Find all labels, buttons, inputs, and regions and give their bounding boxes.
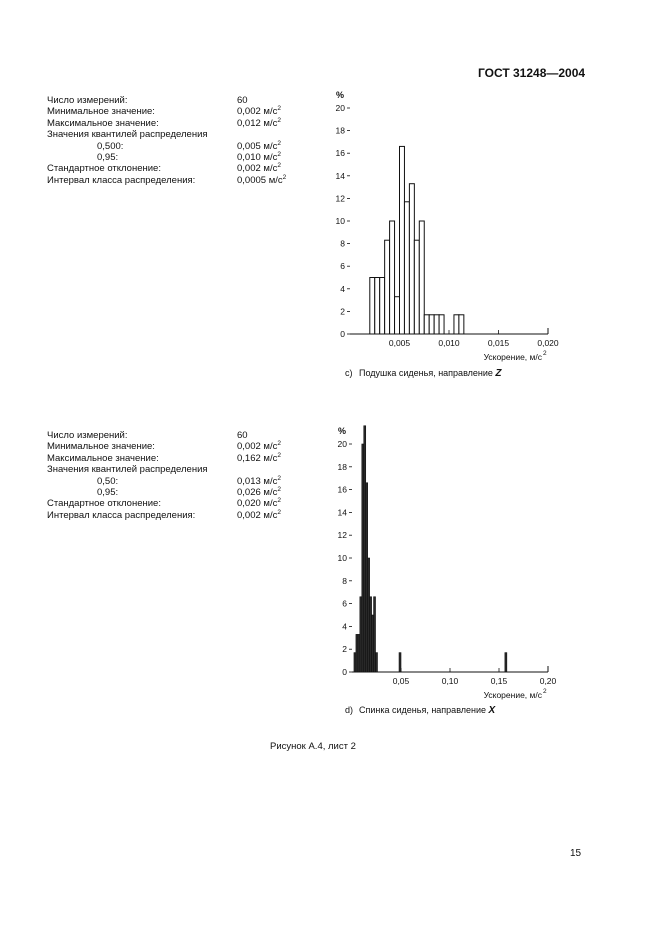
y-tick-label: 2 — [342, 644, 347, 655]
stats-panel-c — [47, 95, 307, 186]
unit-exponent: 2 — [277, 162, 281, 170]
y-tick-label: 6 — [342, 598, 347, 609]
histogram-c — [320, 90, 570, 362]
page-number: 15 — [570, 848, 582, 859]
histogram-bar — [505, 653, 507, 672]
caption-d — [345, 705, 495, 716]
histogram-bar — [370, 278, 375, 335]
stat-value: 0,010 $м/с^2$ — [237, 150, 281, 163]
unit-exponent: 2 — [277, 139, 281, 147]
caption-c — [345, 368, 502, 379]
stat-row — [47, 510, 307, 521]
y-tick-label: 14 — [335, 170, 345, 181]
histogram-bar — [459, 315, 464, 334]
x-axis-label-exponent: 2 — [543, 688, 547, 695]
y-tick-label: 4 — [342, 621, 347, 632]
caption-c-letter: c) — [345, 368, 353, 378]
y-axis-label: % — [337, 426, 346, 436]
stat-label: 0,95: — [97, 151, 119, 163]
unit-exponent: 2 — [277, 485, 281, 493]
stat-value: 60 — [237, 430, 248, 441]
x-tick-label: 0,20 — [539, 676, 557, 686]
y-tick-label: 16 — [335, 148, 345, 159]
stat-label: Число измерений: — [47, 430, 128, 441]
stat-row — [47, 476, 307, 487]
histogram-bar — [390, 221, 395, 334]
stat-row — [47, 152, 307, 163]
stat-value: 0,162 $м/с^2$ — [237, 451, 281, 464]
y-tick-label: 10 — [335, 216, 345, 226]
stat-value: 0,012 $м/с^2$ — [237, 116, 281, 129]
x-tick-label: 0,010 — [438, 338, 460, 348]
stat-label: Значения квантилей распределения — [47, 129, 208, 141]
y-tick-label: 14 — [337, 507, 347, 518]
stat-row — [47, 498, 307, 509]
stats-panel-d — [47, 430, 307, 521]
y-tick-label: 20 — [337, 439, 347, 449]
histogram-bar — [429, 315, 434, 334]
stat-value: 0,026 $м/с^2$ — [237, 485, 281, 498]
stat-label: Значения квантилей распределения — [47, 464, 208, 476]
y-tick-label: 4 — [340, 283, 345, 294]
caption-d-axis: X — [488, 705, 496, 716]
stat-label: Минимальное значение: — [47, 441, 155, 453]
y-tick-label: 20 — [335, 103, 345, 113]
stat-value: 0,002 $м/с^2$ — [237, 162, 281, 175]
stat-label: Стандартное отклонение: — [47, 498, 161, 510]
stat-row — [47, 464, 307, 475]
histogram-bar — [404, 202, 409, 334]
stat-label: 0,500: — [97, 140, 124, 152]
unit-exponent: 2 — [277, 508, 281, 516]
stat-label: Стандартное отклонение: — [47, 163, 161, 175]
stat-value: 0,002 $м/с^2$ — [237, 508, 281, 521]
stat-label: 0,95: — [97, 486, 119, 498]
x-tick-label: 0,05 — [392, 676, 410, 686]
stat-value: 60 — [237, 95, 248, 106]
y-tick-label: 0 — [340, 329, 345, 339]
unit-exponent: 2 — [282, 173, 287, 181]
caption-d-text: Спинка сиденья, направление — [359, 705, 489, 715]
stat-row — [47, 453, 307, 464]
y-tick-label: 18 — [337, 461, 347, 472]
y-tick-label: 8 — [342, 575, 347, 586]
stat-value: 0,005 $м/с^2$ — [237, 139, 281, 152]
stat-row — [47, 175, 307, 186]
histogram-bar — [409, 184, 414, 334]
stat-label: Максимальное значение: — [47, 452, 159, 464]
stat-row — [47, 106, 307, 117]
histogram-bar — [439, 315, 444, 334]
histogram-bar — [419, 221, 424, 334]
unit-exponent: 2 — [277, 474, 281, 482]
stat-label: 0,50: — [97, 475, 119, 487]
histogram-bar — [454, 315, 459, 334]
caption-c-text: Подушка сиденья, направление — [359, 368, 496, 378]
y-tick-label: 2 — [340, 306, 345, 317]
stat-label: Интервал класса распределения: — [47, 174, 196, 186]
y-tick-label: 8 — [340, 238, 345, 249]
stat-value: 0,013 $м/с^2$ — [237, 474, 281, 487]
y-tick-label: 10 — [337, 553, 347, 563]
stat-row — [47, 118, 307, 129]
histogram-bar — [395, 297, 400, 334]
x-axis-label: Ускорение, м/с — [483, 690, 542, 700]
y-tick-label: 0 — [342, 667, 347, 677]
x-tick-label: 0,15 — [490, 676, 508, 686]
stat-value: 0,002 $м/с^2$ — [237, 440, 281, 453]
unit-exponent: 2 — [277, 150, 281, 158]
unit-exponent: 2 — [277, 116, 281, 124]
stat-row — [47, 129, 307, 140]
figure-caption: Рисунок А.4, лист 2 — [270, 741, 356, 752]
histogram-bar — [434, 315, 439, 334]
y-tick-label: 6 — [340, 261, 345, 272]
x-tick-label: 0,015 — [487, 338, 510, 348]
stat-row — [47, 95, 307, 106]
caption-c-axis: Z — [495, 368, 502, 379]
histogram-bar — [414, 240, 419, 334]
unit-exponent: 2 — [277, 440, 281, 448]
stat-row — [47, 441, 307, 452]
histogram-bar — [385, 240, 390, 334]
y-tick-label: 18 — [335, 125, 345, 136]
histogram-bar — [399, 653, 401, 672]
histogram-bar — [375, 278, 380, 335]
stat-row — [47, 141, 307, 152]
stat-row — [47, 430, 307, 441]
stat-label: Минимальное значение: — [47, 106, 155, 118]
unit-exponent: 2 — [277, 497, 281, 505]
x-tick-label: 0,10 — [441, 676, 459, 686]
stat-row — [47, 163, 307, 174]
unit-exponent: 2 — [277, 451, 281, 459]
stat-value: 0,0005 $м/с^2$ — [237, 173, 287, 186]
document-code: ГОСТ 31248—2004 — [478, 66, 586, 80]
stat-value: 0,020 $м/с^2$ — [237, 497, 281, 510]
y-tick-label: 12 — [335, 193, 345, 204]
x-tick-label: 0,005 — [388, 338, 411, 348]
stat-label: Число измерений: — [47, 95, 128, 106]
y-tick-label: 12 — [337, 530, 347, 541]
histogram-bar — [400, 146, 405, 334]
histogram-bar — [424, 315, 429, 334]
stat-label: Интервал класса распределения: — [47, 509, 196, 521]
caption-d-letter: d) — [345, 705, 354, 715]
histogram-bar — [376, 653, 378, 672]
x-axis-label-exponent: 2 — [543, 350, 547, 357]
unit-exponent: 2 — [277, 105, 281, 113]
histogram-bar — [380, 278, 385, 335]
histogram-d — [320, 414, 570, 706]
x-axis-label: Ускорение, м/с — [483, 352, 542, 362]
stat-row — [47, 487, 307, 498]
y-axis-label: % — [335, 90, 344, 100]
y-tick-label: 16 — [337, 484, 347, 495]
stat-value: 0,002 $м/с^2$ — [237, 105, 281, 118]
x-tick-label: 0,020 — [537, 338, 559, 348]
stat-label: Максимальное значение: — [47, 117, 159, 129]
